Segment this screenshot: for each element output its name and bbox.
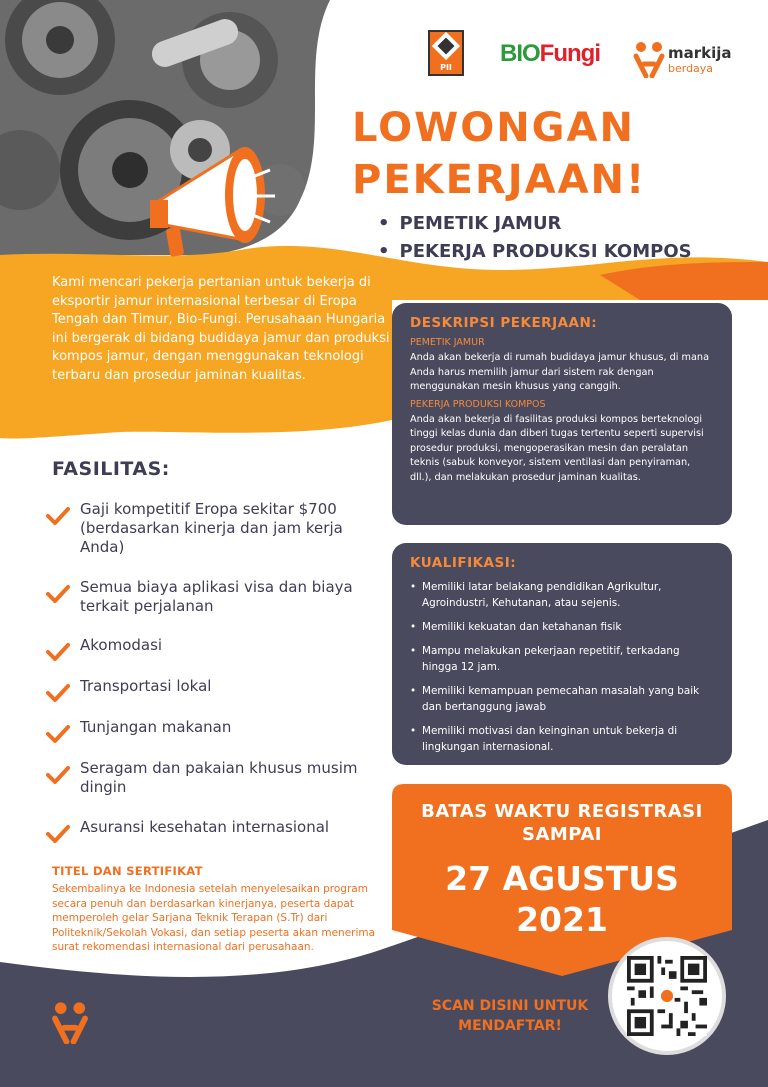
headline-line2: PEKERJAAN! [352, 157, 647, 203]
markija-name: markija [668, 44, 732, 62]
scan-line2: MENDAFTAR! [458, 1018, 562, 1034]
scan-instruction [412, 996, 608, 1036]
deadline-label-line2: SAMPAI [522, 824, 602, 845]
markija-tagline: berdaya [668, 62, 714, 75]
qualification-item: • Memiliki latar belakang pendidikan Agrikultur, Agroindustri, Kehutanan, atau sejenis. [410, 579, 714, 611]
job-name: PEKERJA PRODUKSI KOMPOS [410, 398, 546, 410]
biofungi-logo-fungi: Fungi [539, 40, 600, 67]
job-text: Anda akan bekerja di fasilitas produksi kompos berteknologi tinggi kelas dunia dan diberi tugas tertentu seperti supervisi prosedur produksi, mengoperasikan mesin dan peralatan teknis (sabuk konveyor, sistem ventilasi dan penyiraman, dll.), dan melakukan prosedur jaminan kualitas. [410, 413, 704, 483]
certificate-text: Sekembalinya ke Indonesia setelah menyelesaikan program secara penuh dan berdasarkan kinerjanya, peserta dapat memperoleh gelar Sarjana Teknik Terapan (S.Tr) dari Politeknik/Sekolah Vokasi, dan setiap peserta akan menerima surat rekomendasi internasional dari perusahaan. [52, 883, 376, 953]
facility-label: Asuransi kesehatan internasional [80, 818, 330, 836]
qualification-item: • Memiliki motivasi dan keinginan untuk bekerja di lingkungan internasional. [410, 723, 714, 755]
facility-label: Transportasi lokal [80, 677, 212, 695]
position-item: • PEKERJA PRODUKSI KOMPOS [378, 238, 692, 266]
markija-logo-icon [50, 1000, 90, 1044]
deadline-date-line2: 2021 [516, 900, 608, 939]
biofungi-logo-bio: BIO [500, 40, 540, 67]
checkmark-icon [46, 724, 70, 744]
facility-label: Semua biaya aplikasi visa dan biaya terkait perjalanan [80, 578, 353, 615]
checkmark-icon [46, 642, 70, 662]
scan-line1: SCAN DISINI UNTUK [431, 998, 589, 1014]
headline-line1: LOWONGAN [352, 105, 635, 151]
biofungi-logo [500, 40, 600, 68]
facility-label: Akomodasi [80, 636, 163, 654]
qualification-item: • Mampu melakukan pekerjaan repetitif, terkadang hingga 12 jam. [410, 643, 714, 675]
certificate-section [52, 864, 392, 955]
qualifications-list [410, 579, 714, 755]
job-description-title: DESKRIPSI PEKERJAAN: [410, 315, 598, 331]
deadline-label-line1: BATAS WAKTU REGISTRASI [421, 801, 703, 822]
qualification-item: • Memiliki kekuatan dan ketahanan fisik [410, 619, 714, 635]
qualification-item: • Memiliki kemampuan pemecahan masalah yang baik dan bertanggung jawab [410, 683, 714, 715]
markija-logo-icon [632, 40, 666, 78]
checkmark-icon [46, 765, 70, 785]
deadline-section [400, 800, 724, 940]
deadline-date-line1: 27 AGUSTUS [445, 859, 679, 898]
facilities-title: FASILITAS: [52, 458, 170, 480]
checkmark-icon [46, 584, 70, 604]
certificate-title: TITEL DAN SERTIFIKAT [52, 864, 203, 878]
facility-label: Gaji kompetitif Eropa sekitar $700 (berdasarkan kinerja dan jam kerja Anda) [80, 500, 343, 556]
pii-logo: PII [428, 30, 464, 76]
page-title [352, 102, 742, 206]
positions-list [378, 210, 692, 266]
qr-code[interactable] [608, 937, 726, 1055]
qualifications-panel [392, 543, 732, 765]
facility-label: Seragam dan pakaian khusus musim dingin [80, 759, 358, 796]
job-name: PEMETIK JAMUR [410, 337, 485, 348]
intro-text: Kami mencari pekerja pertanian untuk bekerja di eksportir jamur internasional terbesar di Eropa Tengah dan Timur, Bio-Fungi. Perusahaan Hungaria ini bergerak di bidang budidaya jamur dan produksi kompos jamur, dengan menggunakan teknologi terbaru dan prosedur jaminan kualitas. [52, 275, 390, 383]
checkmark-icon [46, 824, 70, 844]
facility-label: Tunjangan makanan [80, 718, 232, 736]
position-item: • PEMETIK JAMUR [378, 210, 692, 238]
job-text: Anda akan bekerja di rumah budidaya jamur khusus, di mana Anda harus memilih jamur dari sistem rak dengan menggunakan mesin khusus yang canggih. [410, 352, 710, 392]
checkmark-icon [46, 506, 70, 526]
markija-logo [632, 40, 732, 80]
qualifications-title: KUALIFIKASI: [410, 555, 517, 571]
job-description-panel [392, 303, 732, 525]
qr-code-pattern [627, 956, 707, 1036]
checkmark-icon [46, 683, 70, 703]
